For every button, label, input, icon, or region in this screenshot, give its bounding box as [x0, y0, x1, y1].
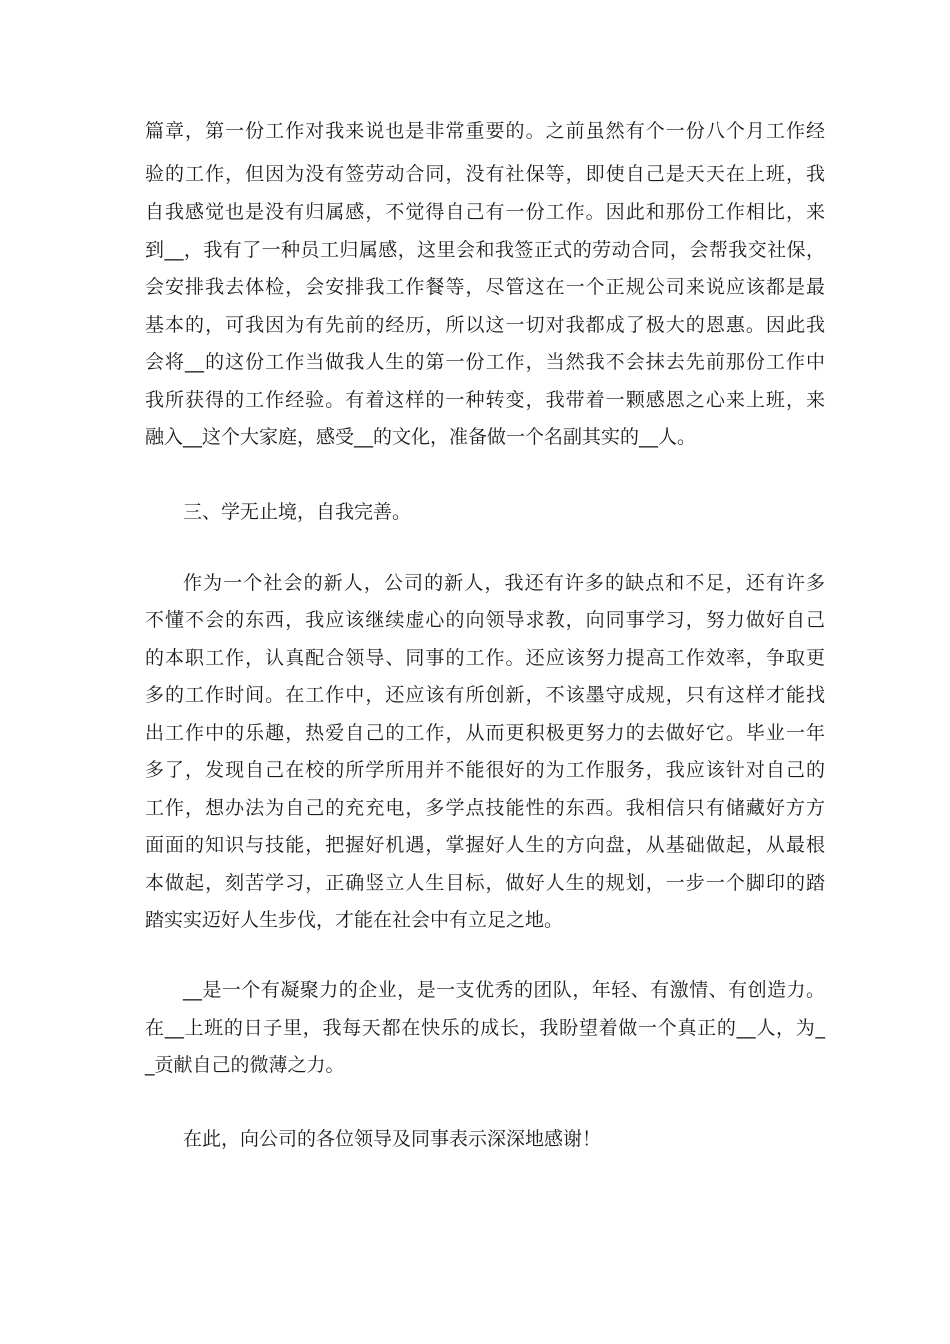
- text-line: 本做起，刻苦学习，正确竖立人生目标，做好人生的规划，一步一个脚印的踏: [145, 872, 825, 894]
- text-line: 到__，我有了一种员工归属感，这里会和我签正式的劳动合同，会帮我交社保，: [145, 239, 825, 261]
- text-line: 篇章，第一份工作对我来说也是非常重要的。之前虽然有个一份八个月工作经: [145, 120, 825, 142]
- text-line: __是一个有凝聚力的企业，是一支优秀的团队，年轻、有激情、有创造力。: [183, 979, 825, 1001]
- text-line: 多了，发现自己在校的所学所用并不能很好的为工作服务，我应该针对自己的: [145, 759, 825, 781]
- text-line: 不懂不会的东西，我应该继续虚心的向领导求教，向同事学习，努力做好自己: [145, 609, 825, 631]
- text-line: 基本的，可我因为有先前的经历，所以这一切对我都成了极大的恩惠。因此我: [145, 314, 825, 336]
- text-line: 会安排我去体检，会安排我工作餐等，尽管这在一个正规公司来说应该都是最: [145, 276, 825, 298]
- text-line: 踏实实迈好人生步伐，才能在社会中有立足之地。: [145, 909, 564, 931]
- text-line: _贡献自己的微薄之力。: [145, 1054, 345, 1076]
- text-line: 融入__这个大家庭，感受__的文化，准备做一个名副其实的__人。: [145, 426, 697, 448]
- text-line: 多的工作时间。在工作中，还应该有所创新，不该墨守成规，只有这样才能找: [145, 684, 825, 706]
- section-heading: 三、学无止境，自我完善。: [183, 501, 412, 523]
- text-line: 验的工作，但因为没有签劳动合同，没有社保等，即使自己是天天在上班，我: [145, 163, 825, 185]
- text-line: 在__上班的日子里，我每天都在快乐的成长，我盼望着做一个真正的__人，为_: [145, 1017, 825, 1039]
- text-line: 的本职工作，认真配合领导、同事的工作。还应该努力提高工作效率，争取更: [145, 647, 825, 669]
- text-line: 我所获得的工作经验。有着这样的一种转变，我带着一颗感恩之心来上班，来: [145, 389, 825, 411]
- text-line: 作为一个社会的新人，公司的新人，我还有许多的缺点和不足，还有许多: [183, 572, 825, 594]
- text-line: 自我感觉也是没有归属感，不觉得自己有一份工作。因此和那份工作相比，来: [145, 201, 825, 223]
- text-line: 出工作中的乐趣，热爱自己的工作，从而更积极更努力的去做好它。毕业一年: [145, 722, 825, 744]
- text-line: 会将__的这份工作当做我人生的第一份工作，当然我不会抹去先前那份工作中: [145, 351, 825, 373]
- text-line: 工作，想办法为自己的充充电，多学点技能性的东西。我相信只有储藏好方方: [145, 797, 825, 819]
- closing-thanks: 在此，向公司的各位领导及同事表示深深地感谢！: [183, 1128, 602, 1150]
- text-line: 面面的知识与技能，把握好机遇，掌握好人生的方向盘，从基础做起，从最根: [145, 834, 825, 856]
